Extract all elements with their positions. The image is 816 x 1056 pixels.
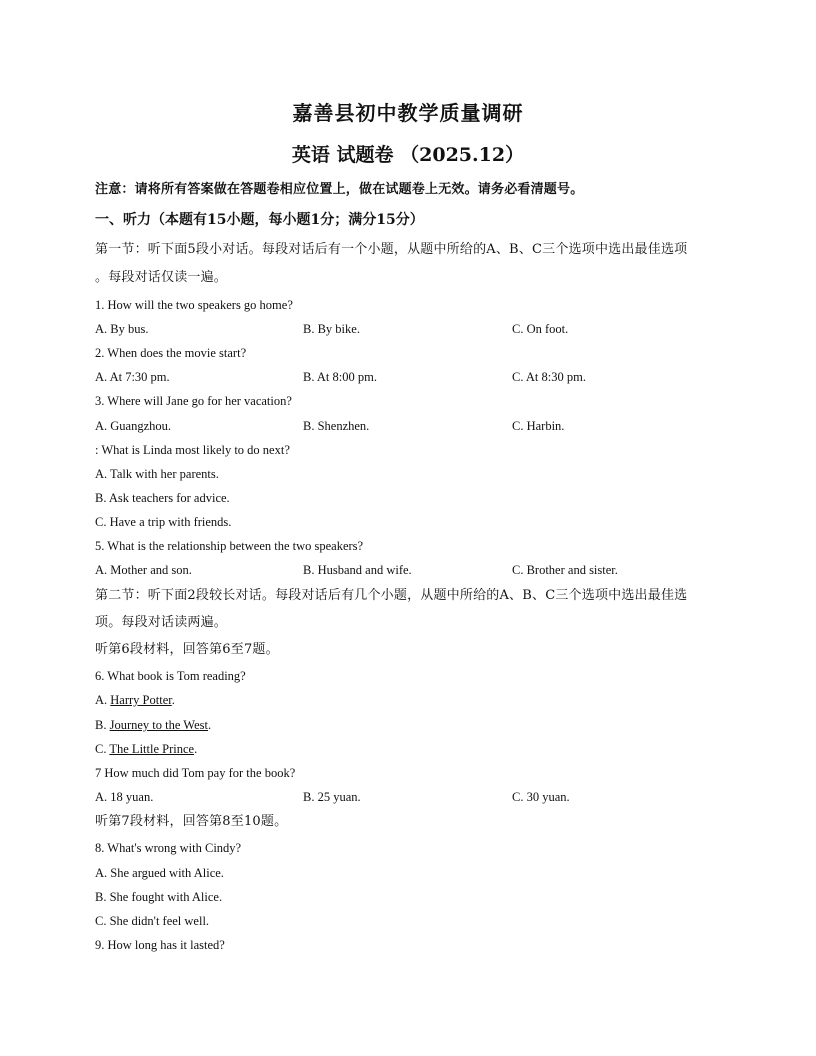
- q7-option-a: A. 18 yuan.: [95, 790, 154, 804]
- part2-intro-cont: 项。每段对话读两遍。: [95, 615, 228, 630]
- q1-option-b: B. By bike.: [303, 322, 360, 336]
- q5-option-a: A. Mother and son.: [95, 563, 192, 577]
- material-6-instruction: 听第6段材料，回答第6至7题。: [95, 642, 279, 657]
- q6-option-c-prefix: C.: [95, 742, 110, 756]
- question-stem-4: : What is Linda most likely to do next?: [95, 443, 290, 457]
- q3-option-b: B. Shenzhen.: [303, 419, 370, 433]
- part1-intro: 第一节：听下面5段小对话。每段对话后有一个小题，从题中所给的A、B、C三个选项中选出最佳选项: [95, 242, 688, 257]
- q5-option-b: B. Husband and wife.: [303, 563, 412, 577]
- q6-option-b-prefix: B.: [95, 718, 110, 732]
- q6-option-c: [95, 741, 197, 757]
- q8-option-a: A. She argued with Alice.: [95, 866, 224, 880]
- q7-option-b: B. 25 yuan.: [303, 790, 361, 804]
- q1-option-a: A. By bus.: [95, 322, 149, 336]
- book-title-journey-to-the-west: Journey to the West: [109, 718, 208, 732]
- book-title-harry-potter: Harry Potter: [110, 693, 172, 707]
- q8-option-b: B. She fought with Alice.: [95, 890, 223, 904]
- q6-option-a-period: .: [171, 693, 175, 707]
- question-stem-2: 2. When does the movie start?: [95, 346, 247, 360]
- q3-option-a: A. Guangzhou.: [95, 419, 172, 433]
- q8-option-c: C. She didn't feel well.: [95, 914, 210, 928]
- q6-option-a: [95, 692, 175, 708]
- question-stem-5: 5. What is the relationship between the two speakers?: [95, 539, 364, 553]
- q2-option-b: B. At 8:00 pm.: [303, 370, 377, 384]
- q4-option-a: A. Talk with her parents.: [95, 467, 219, 481]
- book-title-the-little-prince: The Little Prince: [109, 742, 195, 756]
- q6-option-b: [95, 717, 211, 733]
- part2-intro: 第二节：听下面2段较长对话。每段对话后有几个小题，从题中所给的A、B、C三个选项中选出最佳选: [95, 588, 688, 603]
- exam-subtitle: 英语 试题卷 （2025.12）: [291, 144, 525, 166]
- q6-option-a-prefix: A.: [95, 693, 111, 707]
- q4-option-b: B. Ask teachers for advice.: [95, 491, 230, 505]
- part1-intro-cont: 。每段对话仅读一遍。: [95, 270, 228, 285]
- notice: 注意：请将所有答案做在答题卷相应位置上，做在试题卷上无效。请务必看清题号。: [95, 182, 584, 197]
- question-stem-3: 3. Where will Jane go for her vacation?: [95, 394, 292, 408]
- question-stem-1: 1. How will the two speakers go home?: [95, 298, 293, 312]
- q7-option-c: C. 30 yuan.: [512, 790, 570, 804]
- material-7-instruction: 听第7段材料，回答第8至10题。: [95, 814, 288, 829]
- exam-title: 嘉善县初中教学质量调研: [292, 101, 524, 125]
- q6-option-b-period: .: [208, 718, 212, 732]
- question-stem-6: 6. What book is Tom reading?: [95, 669, 246, 683]
- q2-option-c: C. At 8:30 pm.: [512, 370, 586, 384]
- q4-option-c: C. Have a trip with friends.: [95, 515, 232, 529]
- question-stem-7: 7 How much did Tom pay for the book?: [95, 766, 296, 780]
- question-stem-8: 8. What's wrong with Cindy?: [95, 841, 242, 855]
- q2-option-a: A. At 7:30 pm.: [95, 370, 170, 384]
- q1-option-c: C. On foot.: [512, 322, 569, 336]
- question-stem-9: 9. How long has it lasted?: [95, 938, 225, 952]
- q6-option-c-period: .: [194, 742, 198, 756]
- section-heading: 一、听力（本题有15小题，每小题1分；满分15分）: [95, 212, 424, 228]
- q5-option-c: C. Brother and sister.: [512, 563, 618, 577]
- q3-option-c: C. Harbin.: [512, 419, 565, 433]
